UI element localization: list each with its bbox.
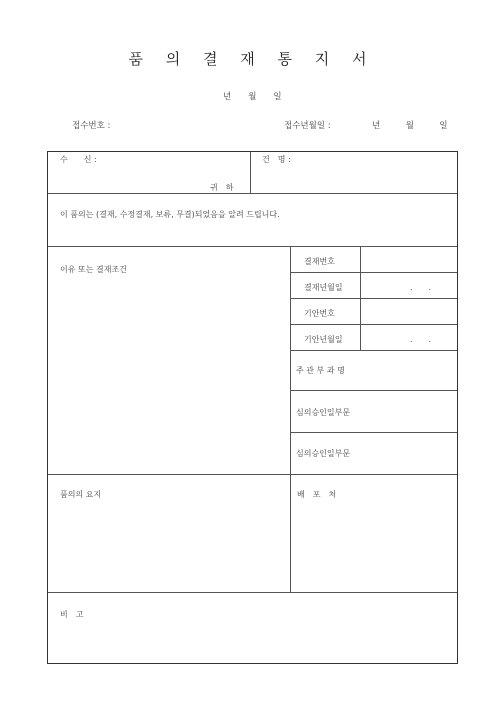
document-date-line: 년 월 일	[223, 92, 282, 102]
row-divider	[48, 193, 457, 194]
subject-label: 건 명 :	[262, 155, 291, 164]
receipt-date-label: 접수년월일 :	[284, 121, 331, 131]
draft-date-label: 기안년월일	[304, 335, 343, 344]
department-label: 주 관 부 과 명	[296, 366, 345, 375]
row-divider	[290, 390, 457, 391]
approval-number-label: 결재번호	[304, 257, 335, 266]
reason-label: 이유 또는 결재조건	[60, 265, 127, 274]
row-divider	[48, 246, 457, 247]
row-divider	[290, 298, 457, 299]
distribution-label: 배 포 처	[297, 490, 337, 499]
summary-label: 품의의 요지	[60, 490, 102, 499]
document-title: 품 의 결 재 통 지 서	[128, 50, 376, 68]
row-divider	[290, 324, 457, 325]
row-divider	[48, 592, 457, 593]
notice-text: 이 품의는 (결재, 수정결재, 보류, 무결)되었음을 알려 드립니다.	[60, 210, 280, 219]
column-divider	[250, 152, 251, 193]
approval-form-table	[47, 151, 458, 664]
remarks-label: 비 고	[60, 610, 84, 619]
row-divider	[290, 432, 457, 433]
receipt-date-value: 년 월 일	[372, 121, 448, 131]
approval-date-value: . .	[410, 283, 432, 292]
approval-date-label: 결재년월일	[304, 283, 343, 292]
row-divider	[290, 350, 457, 351]
review-department-label-2: 심의승인일부문	[296, 449, 351, 458]
draft-number-label: 기안번호	[304, 309, 335, 318]
receipt-number-label: 접수번호 :	[72, 121, 111, 131]
review-department-label-1: 심의승인일부문	[296, 408, 351, 417]
honorific-label: 귀 하	[210, 183, 234, 192]
row-divider	[290, 272, 457, 273]
row-divider	[48, 474, 457, 475]
draft-date-value: . .	[410, 335, 432, 344]
recipient-label: 수 신 :	[60, 155, 97, 164]
